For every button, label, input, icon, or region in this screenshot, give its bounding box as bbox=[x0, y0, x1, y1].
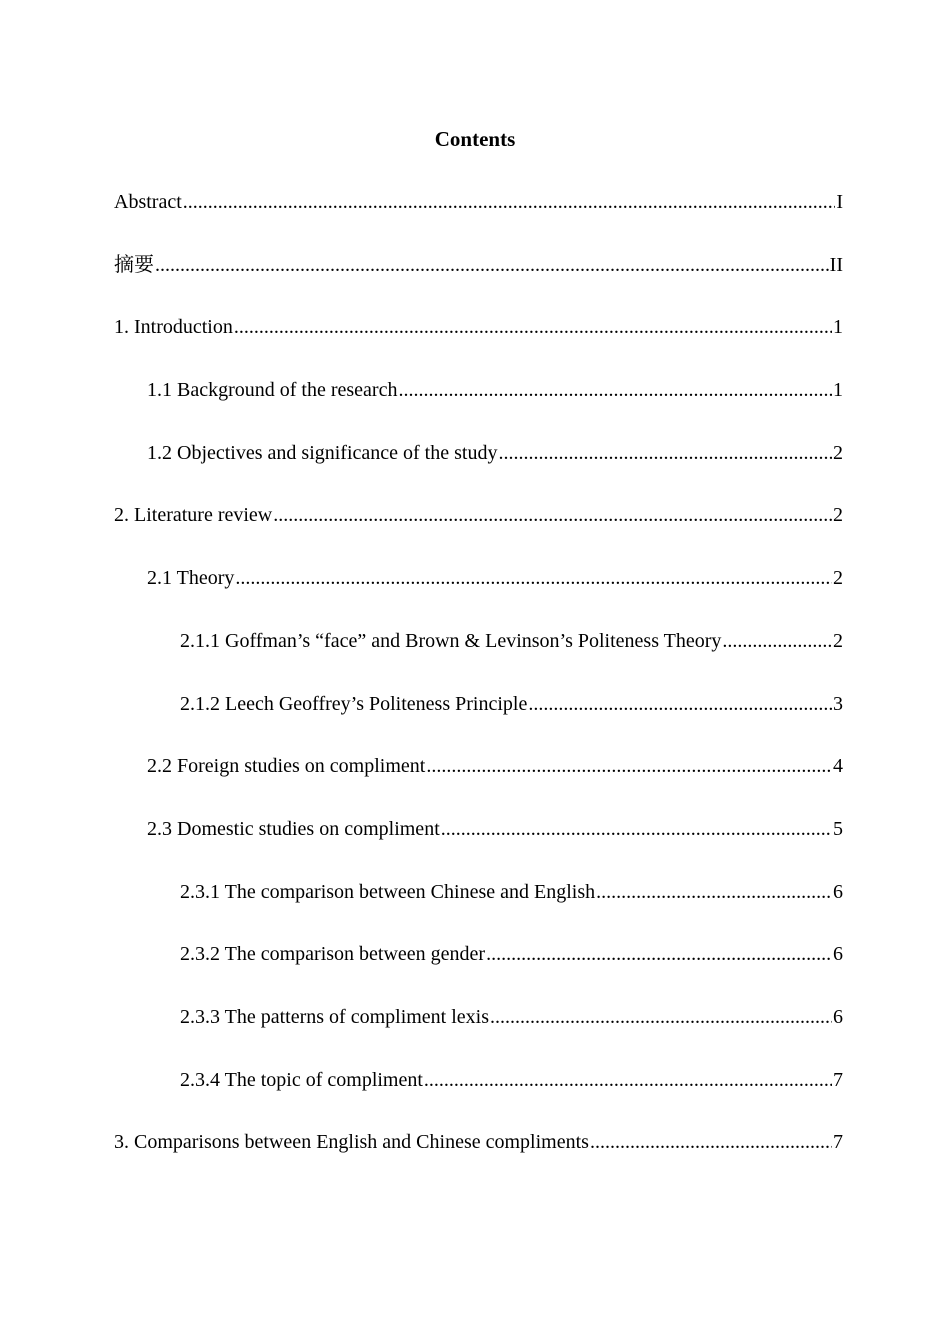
toc-dot-leader bbox=[528, 689, 832, 719]
toc-entry-page: II bbox=[829, 253, 843, 276]
toc-entry-abstract[interactable] bbox=[114, 187, 843, 250]
toc-entry-page: 1 bbox=[833, 379, 843, 402]
toc-dot-leader bbox=[155, 250, 829, 280]
toc-dot-leader bbox=[498, 438, 832, 468]
toc-dot-leader bbox=[234, 312, 832, 342]
toc-entry-page: 2 bbox=[833, 567, 843, 590]
toc-dot-leader bbox=[490, 1002, 832, 1032]
toc-entry-label: Abstract bbox=[114, 191, 182, 213]
toc-entry-chinese-english[interactable] bbox=[114, 877, 843, 940]
toc-dot-leader bbox=[424, 1065, 832, 1095]
toc-entry-label: 2.2 Foreign studies on compliment bbox=[147, 755, 426, 778]
toc-entry-page: 5 bbox=[833, 817, 843, 840]
toc-entry-page: 3 bbox=[833, 692, 843, 715]
toc-entry-leech-politeness[interactable] bbox=[114, 689, 843, 752]
toc-entry-objectives[interactable] bbox=[114, 438, 843, 501]
toc-entry-foreign-studies[interactable] bbox=[114, 751, 843, 814]
toc-entry-page: 4 bbox=[833, 755, 843, 778]
toc-entry-page: 1 bbox=[833, 316, 843, 339]
toc-entry-gender[interactable] bbox=[114, 939, 843, 1002]
toc-entry-page: 2 bbox=[833, 441, 843, 464]
toc-entry-page: 2 bbox=[833, 629, 843, 652]
toc-entry-compliment-topic[interactable] bbox=[114, 1065, 843, 1128]
toc-entry-theory[interactable] bbox=[114, 563, 843, 626]
toc-entry-label: 3. Comparisons between English and Chinese compliments bbox=[114, 1131, 589, 1154]
toc-dot-leader bbox=[183, 187, 836, 217]
toc-entry-label: 1.1 Background of the research bbox=[147, 379, 398, 402]
toc-entry-comparisons[interactable] bbox=[114, 1127, 843, 1190]
toc-entry-label: 2.1.1 Goffman’s “face” and Brown & Levinson’s Politeness Theory bbox=[180, 629, 722, 652]
toc-entry-chinese-abstract[interactable] bbox=[114, 250, 843, 313]
toc-dot-leader bbox=[722, 626, 832, 656]
toc-entry-page: 2 bbox=[833, 504, 843, 527]
toc-entry-page: 6 bbox=[833, 880, 843, 903]
toc-entry-label: 2.3.3 The patterns of compliment lexis bbox=[180, 1005, 490, 1028]
toc-entry-label: 2.3.1 The comparison between Chinese and English bbox=[180, 880, 596, 903]
toc-entry-label: 2.3.2 The comparison between gender bbox=[180, 943, 486, 966]
toc-entry-page: 7 bbox=[833, 1131, 843, 1154]
toc-dot-leader bbox=[590, 1127, 832, 1157]
toc-entry-page: 6 bbox=[833, 943, 843, 966]
toc-entry-introduction[interactable] bbox=[114, 312, 843, 375]
toc-entry-background[interactable] bbox=[114, 375, 843, 438]
toc-entry-label: 2.1 Theory bbox=[147, 567, 235, 590]
toc-entry-page: I bbox=[836, 191, 843, 213]
table-of-contents bbox=[114, 187, 843, 1190]
toc-dot-leader bbox=[426, 751, 832, 781]
toc-entry-goffman-face[interactable] bbox=[114, 626, 843, 689]
toc-entry-label: 2.1.2 Leech Geoffrey’s Politeness Principle bbox=[180, 692, 528, 715]
toc-dot-leader bbox=[441, 814, 832, 844]
toc-entry-label: 2.3 Domestic studies on compliment bbox=[147, 817, 440, 840]
toc-entry-label: 1. Introduction bbox=[114, 316, 233, 339]
toc-entry-label: 1.2 Objectives and significance of the study bbox=[147, 441, 498, 464]
toc-entry-lexis-patterns[interactable] bbox=[114, 1002, 843, 1065]
toc-entry-label: 2. Literature review bbox=[114, 504, 273, 527]
toc-dot-leader bbox=[486, 939, 832, 969]
toc-dot-leader bbox=[273, 500, 832, 530]
toc-entry-domestic-studies[interactable] bbox=[114, 814, 843, 877]
page-title: Contents bbox=[434, 127, 516, 151]
toc-entry-literature-review[interactable] bbox=[114, 500, 843, 563]
toc-entry-label: 摘要 bbox=[114, 253, 154, 276]
toc-entry-page: 7 bbox=[833, 1068, 843, 1091]
toc-dot-leader bbox=[398, 375, 832, 405]
toc-dot-leader bbox=[596, 877, 832, 907]
toc-dot-leader bbox=[235, 563, 832, 593]
toc-entry-label: 2.3.4 The topic of compliment bbox=[180, 1068, 423, 1091]
toc-entry-page: 6 bbox=[833, 1005, 843, 1028]
